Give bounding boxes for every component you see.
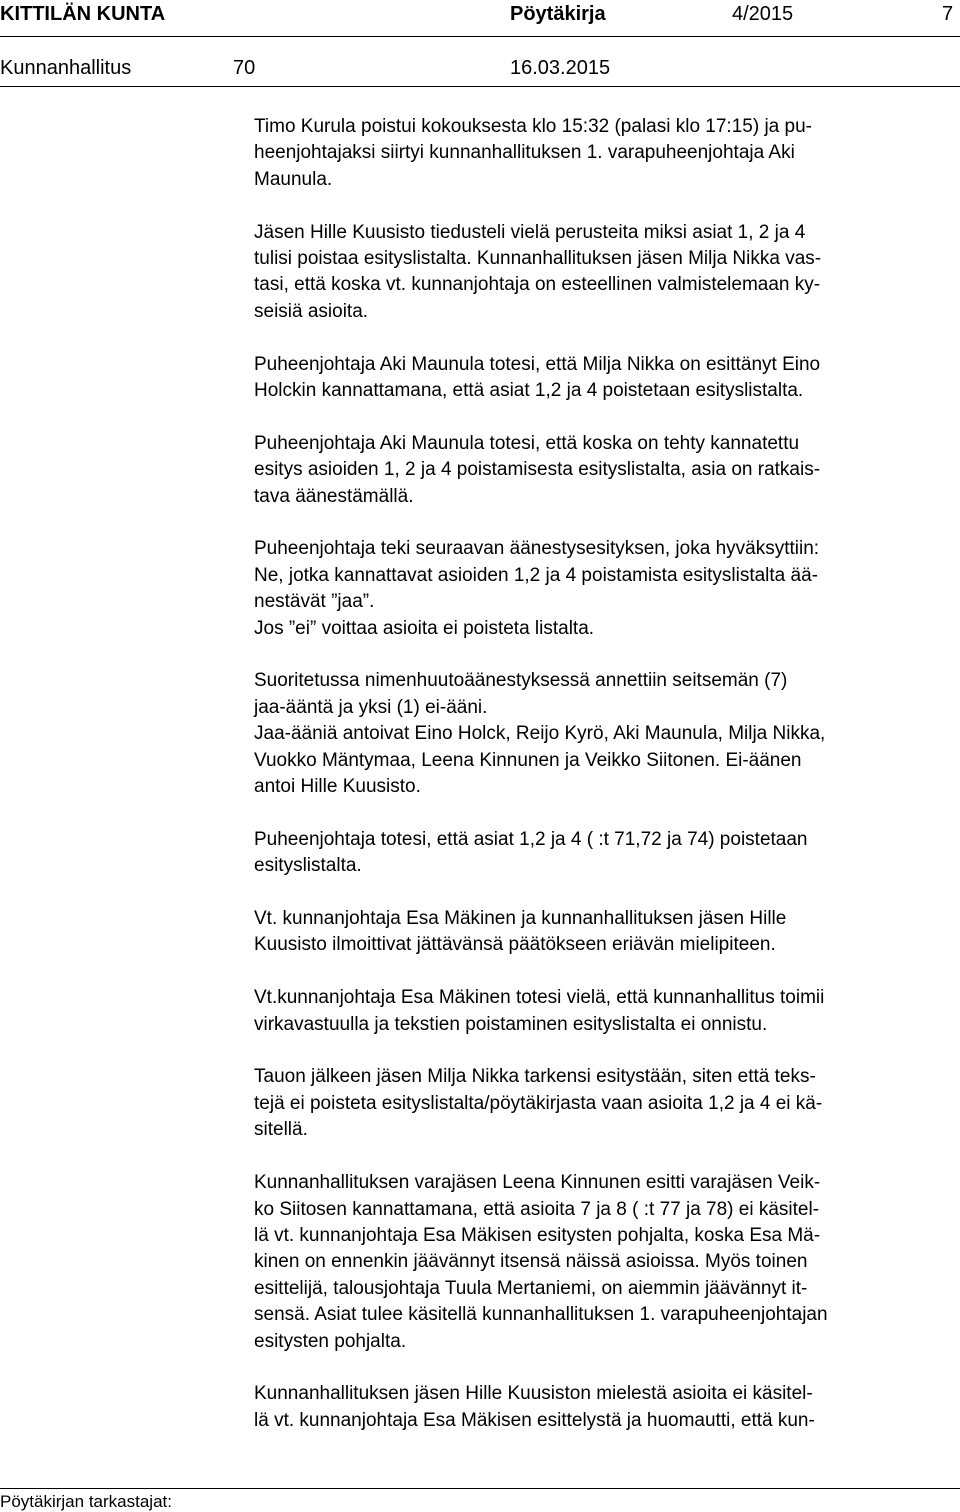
governing-body: Kunnanhallitus	[0, 57, 132, 79]
paragraph: Puheenjohtaja teki seuraavan äänestysesityksen, joka hyväksyttiin: Ne, jotka kannattavat asioiden 1,2 ja 4 poistamista esityslistalta ää- nestävät ”jaa”. Jos ”ei” voittaa asioita ei poisteta listalta.	[254, 538, 820, 639]
header-rule-bottom	[0, 86, 960, 87]
paragraph: Puheenjohtaja Aki Maunula totesi, että koska on tehty kannatettu esitys asioiden 1, 2 ja 4 poistamisesta esityslistalta, asia on ratkais- tava äänestämällä.	[254, 432, 821, 507]
paragraph: Jäsen Hille Kuusisto tiedusteli vielä perusteita miksi asiat 1, 2 ja 4 tulisi poistaa esityslistalta. Kunnanhallituksen jäsen Milja Nikka vas- tasi, että koska vt. kunnanjohtaja on esteellinen valmistelemaan ky- seisiä asioita.	[254, 221, 822, 322]
paragraph: Kunnanhallituksen jäsen Hille Kuusiston mielestä asioita ei käsitel- lä vt. kunnanjohtaja Esa Mäkisen esittelystä ja huomautti, että kun-	[254, 1383, 815, 1431]
paragraph: Kunnanhallituksen varajäsen Leena Kinnunen esitti varajäsen Veik- ko Siitosen kannattamana, että asioita 7 ja 8 ( :t 77 ja 78) ei käsitel- lä vt. kunnanjohtaja Esa Mäkisen esitysten pohjalta, koska Esa Mä- kinen on ennenkin jäävännyt itsensä näissä asioissa. Myös toinen esittelijä, talousjohtaja Tuula Mertaniemi, on aiemmin jäävännyt it- sensä. Asiat tulee käsitellä kunnanhallituksen 1. varapuheenjohtajan esitysten pohjalta.	[254, 1172, 828, 1352]
footer-reviewers-label: Pöytäkirjan tarkastajat:	[0, 1492, 172, 1511]
document-type: Pöytäkirja	[510, 3, 606, 25]
paragraph: Suoritetussa nimenhuutoäänestyksessä annettiin seitsemän (7) jaa-ääntä ja yksi (1) ei-ääni. Jaa-ääniä antoivat Eino Holck, Reijo Kyrö, Aki Maunula, Milja Nikka, Vuokko Mäntymaa, Leena Kinnunen ja Veikko Siitonen. Ei-äänen antoi Hille Kuusisto.	[254, 670, 826, 798]
document-number: 4/2015	[732, 3, 794, 25]
meeting-date: 16.03.2015	[510, 57, 611, 79]
paragraph: Puheenjohtaja Aki Maunula totesi, että Milja Nikka on esittänyt Eino Holckin kannattamana, että asiat 1,2 ja 4 poistetaan esityslistalta.	[254, 353, 821, 402]
paragraph: Timo Kurula poistui kokouksesta klo 15:32 (palasi klo 17:15) ja pu- heenjohtajaksi siirtyi kunnanhallituksen 1. varapuheenjohtaja Aki Maunula.	[254, 116, 812, 190]
paragraph: Tauon jälkeen jäsen Milja Nikka tarkensi esitystään, siten että teks- tejä ei poisteta esityslistalta/pöytäkirjasta vaan asioita 1,2 ja 4 ei kä- sitellä.	[254, 1066, 823, 1141]
paragraph: Vt. kunnanjohtaja Esa Mäkinen ja kunnanhallituksen jäsen Hille Kuusisto ilmoittivat jättävänsä päätökseen eriävän mielipiteen.	[254, 908, 787, 956]
municipality-name: KITTILÄN KUNTA	[0, 3, 166, 25]
footer-rule	[0, 1488, 960, 1489]
minutes-body	[254, 114, 954, 1434]
paragraph: Puheenjohtaja totesi, että asiat 1,2 ja 4 ( :t 71,72 ja 74) poistetaan esityslistalta.	[254, 828, 808, 877]
header-rule-top	[0, 36, 960, 37]
paragraph: Vt.kunnanjohtaja Esa Mäkinen totesi vielä, että kunnanhallitus toimii virkavastuulla ja tekstien poistaminen esityslistalta ei onnistu.	[254, 987, 825, 1035]
section-number: 70	[233, 57, 256, 79]
page-number: 7	[942, 3, 954, 25]
